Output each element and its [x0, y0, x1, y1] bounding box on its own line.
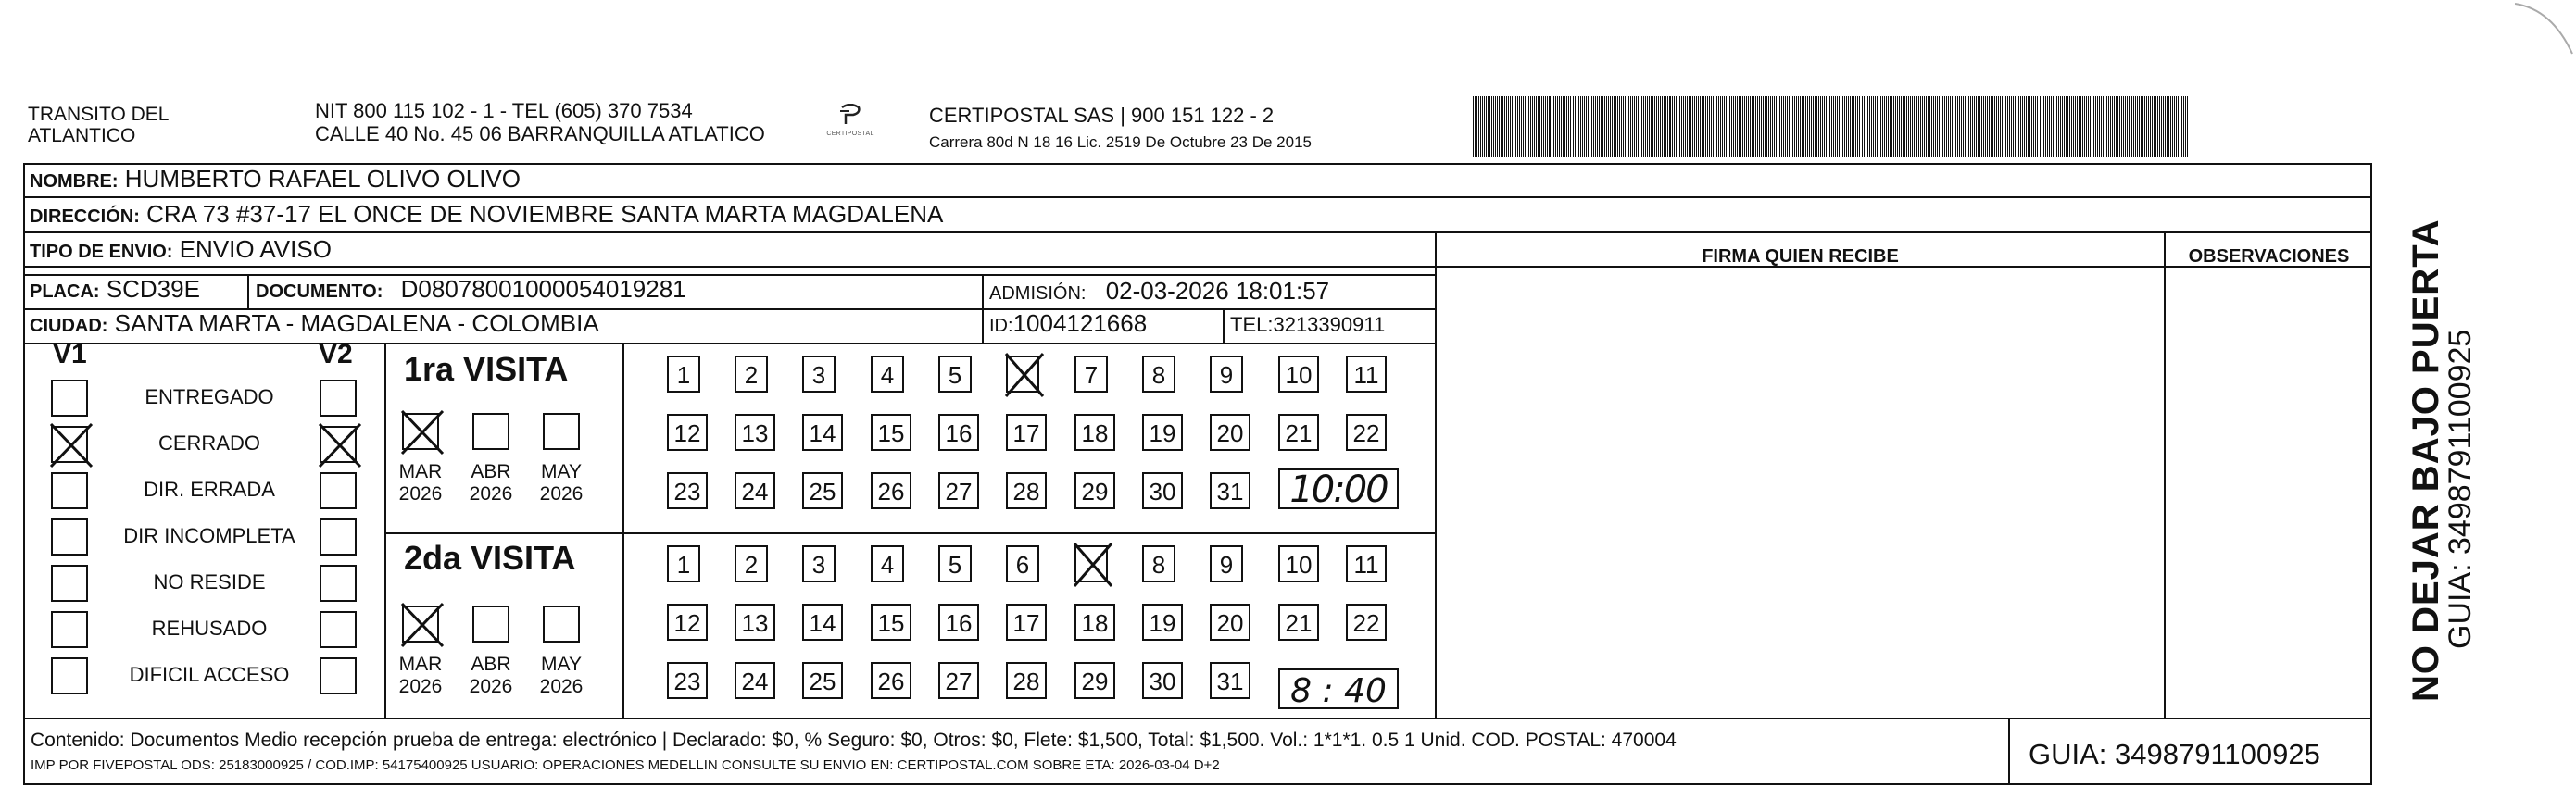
visit2-day-box[interactable]: 8: [1142, 545, 1175, 582]
month-year: 2026: [469, 676, 513, 697]
v2-checkbox[interactable]: [320, 426, 357, 463]
visit1-month-box[interactable]: [543, 413, 580, 450]
v1-checkbox[interactable]: [51, 518, 88, 556]
visit2-day-box[interactable]: 4: [871, 545, 904, 582]
entity-name: [28, 104, 169, 146]
page-corner: [2515, 0, 2576, 56]
v2-label: V2: [319, 339, 353, 369]
v2-checkbox[interactable]: [320, 565, 357, 602]
tel-field: [1230, 313, 1385, 337]
imp-text: IMP POR FIVEPOSTAL ODS: 25183000925 / COD.IMP: 54175400925 USUARIO: OPERACIONES MEDELLIN CONSULTE SU ENVIO EN: CERTIPOSTAL.COM SOBRE ETA: 2026-03-04 D+2: [31, 757, 1220, 773]
visit1-day-box[interactable]: 9: [1210, 356, 1243, 393]
visit2-month-label: [393, 654, 448, 698]
visit1-day-box[interactable]: 3: [802, 356, 836, 393]
status-label: DIR INCOMPLETA: [123, 524, 295, 547]
entity-line-2: ATLANTICO: [28, 125, 136, 146]
placa-value: SCD39E: [106, 275, 200, 303]
visit1-day-box[interactable]: 2: [735, 356, 768, 393]
visit1-day-box[interactable]: 17: [1006, 414, 1047, 451]
visit2-title: 2da VISITA: [404, 539, 576, 577]
visit2-day-box[interactable]: [1074, 545, 1108, 582]
documento-field: [256, 275, 686, 304]
month-year: 2026: [398, 676, 443, 697]
visit2-day-box[interactable]: 9: [1210, 545, 1243, 582]
id-label: ID:: [989, 316, 1013, 336]
visit2-time: 8 : 40: [1278, 668, 1399, 709]
direccion-row: [30, 200, 943, 229]
visit2-day-box[interactable]: 14: [802, 604, 843, 641]
v1-checkbox[interactable]: [51, 472, 88, 509]
nit-line: NIT 800 115 102 - 1 - TEL (605) 370 7534: [315, 99, 693, 122]
tel-label: TEL:: [1230, 313, 1274, 336]
v2-checkbox[interactable]: [320, 611, 357, 648]
documento-value: D08078001000054019281: [400, 275, 686, 303]
visit2-month-label: [534, 654, 589, 698]
visit1-day-box[interactable]: 22: [1346, 414, 1387, 451]
visit1-day-box[interactable]: 18: [1074, 414, 1115, 451]
observaciones-header: OBSERVACIONES: [2188, 246, 2350, 267]
visit1-day-box[interactable]: 21: [1278, 414, 1319, 451]
visit1-month-box[interactable]: [402, 413, 439, 450]
visit2-day-box[interactable]: 29: [1074, 662, 1115, 699]
ciudad-label: CIUDAD:: [30, 316, 108, 336]
visit2-day-box[interactable]: 21: [1278, 604, 1319, 641]
visit1-month-label: [463, 461, 519, 506]
visit2-day-box[interactable]: 26: [871, 662, 911, 699]
status-label: CERRADO: [157, 431, 260, 455]
visit1-day-box[interactable]: 15: [871, 414, 911, 451]
tel-value: 3213390911: [1273, 313, 1386, 336]
admision-value: 02-03-2026 18:01:57: [1105, 277, 1330, 305]
v2-checkbox[interactable]: [320, 518, 357, 556]
visit2-day-box[interactable]: 27: [938, 662, 979, 699]
visit2-day-box[interactable]: 11: [1346, 545, 1387, 582]
visit2-month-box[interactable]: [543, 606, 580, 643]
visit1-day-box[interactable]: 20: [1210, 414, 1250, 451]
visit1-day-box[interactable]: 13: [735, 414, 775, 451]
documento-label: DOCUMENTO:: [256, 281, 383, 302]
courier-address: Carrera 80d N 18 16 Lic. 2519 De Octubre 23 De 2015: [929, 133, 1312, 151]
courier-logo: [813, 104, 887, 150]
nombre-row: [30, 165, 521, 194]
v1-label: V1: [53, 339, 87, 369]
visit2-day-box[interactable]: 19: [1142, 604, 1183, 641]
x-mark-icon: [400, 602, 445, 648]
x-mark-icon: [1004, 352, 1045, 398]
tipo-envio-row: [30, 235, 332, 264]
visit1-time: 10:00: [1278, 468, 1399, 509]
barcode-icon: [1473, 96, 2191, 157]
visit1-day-box[interactable]: 5: [938, 356, 972, 393]
v1-checkbox[interactable]: [51, 565, 88, 602]
visit1-day-box[interactable]: 19: [1142, 414, 1183, 451]
status-label: ENTREGADO: [145, 385, 274, 408]
visit1-day-box[interactable]: 23: [667, 472, 708, 509]
placa-field: [30, 275, 200, 304]
month-name: MAR: [398, 461, 443, 482]
logo-text: CERTIPOSTAL: [826, 131, 874, 137]
visit1-day-box[interactable]: 16: [938, 414, 979, 451]
direccion-label: DIRECCIÓN:: [30, 206, 140, 227]
visit1-day-box[interactable]: 4: [871, 356, 904, 393]
x-mark-icon: [49, 422, 94, 468]
month-year: 2026: [398, 483, 443, 505]
visit1-day-box[interactable]: 7: [1074, 356, 1108, 393]
visit1-day-box[interactable]: 26: [871, 472, 911, 509]
visit2-day-box[interactable]: 1: [667, 545, 700, 582]
visit1-day-box[interactable]: 14: [802, 414, 843, 451]
visit1-day-box[interactable]: 28: [1006, 472, 1047, 509]
visit2-day-box[interactable]: 6: [1006, 545, 1039, 582]
v1-checkbox[interactable]: [51, 611, 88, 648]
visit2-day-box[interactable]: 22: [1346, 604, 1387, 641]
visit1-month-label: [393, 461, 448, 506]
v2-checkbox[interactable]: [320, 657, 357, 694]
v2-checkbox[interactable]: [320, 472, 357, 509]
direccion-value: CRA 73 #37-17 EL ONCE DE NOVIEMBRE SANTA MARTA MAGDALENA: [146, 200, 944, 228]
visit1-day-box[interactable]: 24: [735, 472, 775, 509]
visit1-day-box[interactable]: [1006, 356, 1039, 393]
month-year: 2026: [539, 676, 584, 697]
id-value: 1004121668: [1012, 309, 1148, 337]
visit1-day-box[interactable]: 12: [667, 414, 708, 451]
id-field: [989, 309, 1147, 338]
month-year: 2026: [539, 483, 584, 505]
visit1-title: 1ra VISITA: [404, 350, 569, 388]
visit2-month-box[interactable]: [472, 606, 509, 643]
visit2-day-box[interactable]: 23: [667, 662, 708, 699]
visit1-day-box[interactable]: 8: [1142, 356, 1175, 393]
visit2-day-box[interactable]: 15: [871, 604, 911, 641]
visit2-day-box[interactable]: 25: [802, 662, 843, 699]
visit1-day-box[interactable]: 27: [938, 472, 979, 509]
v2-checkbox[interactable]: [320, 380, 357, 417]
v1-checkbox[interactable]: [51, 380, 88, 417]
visit2-day-box[interactable]: 17: [1006, 604, 1047, 641]
ciudad-field: [30, 309, 599, 338]
visit2-day-box[interactable]: 12: [667, 604, 708, 641]
visit2-day-box[interactable]: 30: [1142, 662, 1183, 699]
visit1-month-box[interactable]: [472, 413, 509, 450]
visit2-month-label: [463, 654, 519, 698]
nombre-label: NOMBRE:: [30, 171, 119, 192]
visit1-day-box[interactable]: 1: [667, 356, 700, 393]
tipo-label: TIPO DE ENVIO:: [30, 242, 173, 262]
visit2-month-box[interactable]: [402, 606, 439, 643]
visit1-day-box[interactable]: 30: [1142, 472, 1183, 509]
month-name: MAR: [398, 654, 443, 675]
visit2-day-box[interactable]: 28: [1006, 662, 1047, 699]
courier-info: [929, 104, 1312, 152]
visit2-day-box[interactable]: 24: [735, 662, 775, 699]
visit1-month-label: [534, 461, 589, 506]
visit1-day-box[interactable]: 10: [1278, 356, 1319, 393]
placa-label: PLACA:: [30, 281, 100, 302]
firma-header: FIRMA QUIEN RECIBE: [1702, 246, 1899, 267]
status-label: DIR. ERRADA: [144, 478, 275, 501]
visit2-day-box[interactable]: 16: [938, 604, 979, 641]
ciudad-value: SANTA MARTA - MAGDALENA - COLOMBIA: [114, 309, 599, 337]
status-label: DIFICIL ACCESO: [129, 663, 290, 686]
v1-checkbox[interactable]: [51, 657, 88, 694]
month-name: MAY: [541, 654, 582, 675]
tipo-value: ENVIO AVISO: [179, 235, 332, 263]
visit1-day-box[interactable]: 31: [1210, 472, 1250, 509]
x-mark-icon: [318, 422, 362, 468]
admision-label: ADMISIÓN:: [989, 283, 1087, 304]
entity-contact: [315, 100, 765, 144]
visit1-day-box[interactable]: 25: [802, 472, 843, 509]
visit2-day-box[interactable]: 2: [735, 545, 768, 582]
admision-field: [989, 277, 1329, 306]
month-name: ABR: [471, 461, 511, 482]
v1-checkbox[interactable]: [51, 426, 88, 463]
visit2-day-box[interactable]: 31: [1210, 662, 1250, 699]
entity-line-1: TRANSITO DEL: [28, 104, 170, 125]
visit2-day-box[interactable]: 13: [735, 604, 775, 641]
no-dejar-warning: NO DEJAR BAJO PUERTA: [2406, 219, 2446, 702]
visit1-day-box[interactable]: 29: [1074, 472, 1115, 509]
visit2-day-box[interactable]: 20: [1210, 604, 1250, 641]
visit2-day-box[interactable]: 5: [938, 545, 972, 582]
guia-side: GUIA: 3498791100925: [2443, 329, 2478, 649]
month-year: 2026: [469, 483, 513, 505]
month-name: ABR: [471, 654, 511, 675]
visit1-day-box[interactable]: 11: [1346, 356, 1387, 393]
guia-footer: GUIA: 3498791100925: [2029, 738, 2320, 770]
x-mark-icon: [400, 409, 445, 456]
visit2-day-box[interactable]: 18: [1074, 604, 1115, 641]
address-line: CALLE 40 No. 45 06 BARRANQUILLA ATLATICO: [315, 122, 765, 145]
status-label: REHUSADO: [151, 617, 268, 640]
courier-line: CERTIPOSTAL SAS | 900 151 122 - 2: [929, 104, 1275, 127]
month-name: MAY: [541, 461, 582, 482]
x-mark-icon: [1073, 542, 1113, 588]
contenido-text: Contenido: Documentos Medio recepción prueba de entrega: electrónico | Declarado: $0, % Seguro: $0, Otros: $0, Flete: $1,500, Total: $1,500. Vol.: 1*1*1. 0.5 1 Unid. COD. POSTAL: 470004: [31, 730, 1677, 751]
visit2-day-box[interactable]: 3: [802, 545, 836, 582]
courier-logo-icon: [836, 104, 864, 126]
nombre-value: HUMBERTO RAFAEL OLIVO OLIVO: [124, 165, 521, 193]
status-label: NO RESIDE: [153, 570, 266, 593]
barcode: [1473, 96, 2191, 157]
visit2-day-box[interactable]: 10: [1278, 545, 1319, 582]
